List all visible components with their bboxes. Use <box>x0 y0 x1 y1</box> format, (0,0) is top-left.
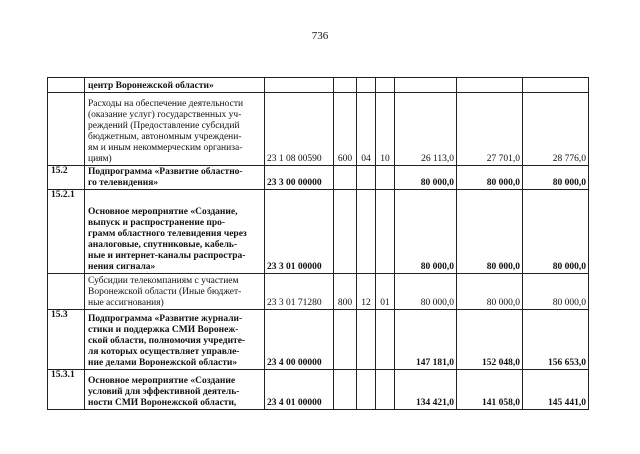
amount-year1-cell: 80 000,0 <box>395 190 457 274</box>
row-name-cell <box>85 310 265 370</box>
amount-year2-cell: 80 000,0 <box>457 274 523 310</box>
amount-year3-cell: 80 000,0 <box>523 190 589 274</box>
row-number-cell: 15.3 <box>48 310 85 370</box>
amount-year3-cell: 145 441,0 <box>523 370 589 410</box>
row-name-line: реждений (Предоставление субсидий <box>88 121 240 131</box>
row-name-line: Основное мероприятие «Создание, <box>88 207 238 217</box>
row-name-line: ные и интернет-каналы распростра- <box>88 251 246 261</box>
amount-year3-cell <box>523 78 589 93</box>
row-name-line: циям) <box>88 154 112 164</box>
section-cell <box>357 78 376 93</box>
row-name-line: (оказание услуг) государственных уч- <box>88 110 242 120</box>
row-name-cell <box>85 190 265 274</box>
amount-year1-cell: 80 000,0 <box>395 274 457 310</box>
section-cell <box>357 166 376 190</box>
row-name-line: выпуск и распространение про- <box>88 218 226 228</box>
table-row <box>48 190 589 274</box>
amount-year2-cell: 80 000,0 <box>457 166 523 190</box>
expense-type-cell <box>334 190 357 274</box>
table-body <box>48 78 589 410</box>
subsection-cell: 01 <box>376 274 395 310</box>
target-code-cell: 23 3 00 00000 <box>265 166 334 190</box>
row-name-cell <box>85 93 265 166</box>
table-row <box>48 370 589 410</box>
section-cell <box>357 370 376 410</box>
section-cell: 04 <box>357 93 376 166</box>
section-cell <box>357 310 376 370</box>
row-name-cell <box>85 78 265 93</box>
row-name-line: го телевидения» <box>88 178 159 188</box>
amount-year2-cell: 141 058,0 <box>457 370 523 410</box>
row-name-cell <box>85 370 265 410</box>
row-name-line: Подпрограмма «Развитие областно- <box>88 167 243 177</box>
amount-year3-cell: 80 000,0 <box>523 166 589 190</box>
target-code-cell: 23 3 01 00000 <box>265 190 334 274</box>
target-code-cell: 23 4 01 00000 <box>265 370 334 410</box>
amount-year3-cell: 156 653,0 <box>523 310 589 370</box>
table-row <box>48 166 589 190</box>
amount-year2-cell: 27 701,0 <box>457 93 523 166</box>
row-name-line: Подпрограмма «Развитие журнали- <box>88 314 243 324</box>
expense-type-cell <box>334 166 357 190</box>
subsection-cell <box>376 370 395 410</box>
row-number-cell: 15.3.1 <box>48 370 85 410</box>
amount-year2-cell: 80 000,0 <box>457 190 523 274</box>
amount-year2-cell <box>457 78 523 93</box>
row-name-line: Воронежской области (Иные бюджет- <box>88 287 242 297</box>
subsection-cell <box>376 310 395 370</box>
row-name-line: ля которых осуществляет управле- <box>88 347 240 357</box>
budget-table <box>47 77 589 410</box>
row-name-line: Основное мероприятие «Создание <box>88 376 236 386</box>
amount-year2-cell: 152 048,0 <box>457 310 523 370</box>
subsection-cell <box>376 78 395 93</box>
row-name-line: аналоговые, спутниковые, кабель- <box>88 240 238 250</box>
row-name-line: грамм областного телевидения через <box>88 229 247 239</box>
expense-type-cell: 600 <box>334 93 357 166</box>
amount-year1-cell: 147 181,0 <box>395 310 457 370</box>
row-name-line: ской области, полномочия учредите- <box>88 336 246 346</box>
row-name-line: стики и поддержка СМИ Воронеж- <box>88 325 239 335</box>
subsection-cell <box>376 190 395 274</box>
row-name-cell <box>85 166 265 190</box>
section-cell: 12 <box>357 274 376 310</box>
amount-year1-cell <box>395 78 457 93</box>
expense-type-cell <box>334 78 357 93</box>
expense-type-cell <box>334 370 357 410</box>
table-row <box>48 274 589 310</box>
row-number-cell <box>48 274 85 310</box>
target-code-cell: 23 4 00 00000 <box>265 310 334 370</box>
amount-year1-cell: 26 113,0 <box>395 93 457 166</box>
row-number-cell: 15.2.1 <box>48 190 85 274</box>
amount-year3-cell: 80 000,0 <box>523 274 589 310</box>
subsection-cell <box>376 166 395 190</box>
row-name-line: центр Воронежской области» <box>88 81 214 91</box>
row-name-line: условий для эффективной деятель- <box>88 387 240 397</box>
amount-year1-cell: 80 000,0 <box>395 166 457 190</box>
expense-type-cell: 800 <box>334 274 357 310</box>
target-code-cell <box>265 78 334 93</box>
row-name-line: ности СМИ Воронежской области, <box>88 398 237 408</box>
row-name-line: бюджетным, автономным учреждени- <box>88 132 242 142</box>
target-code-cell: 23 1 08 00590 <box>265 93 334 166</box>
row-name-cell <box>85 274 265 310</box>
page-number: 736 <box>311 30 329 42</box>
row-number-cell <box>48 93 85 166</box>
subsection-cell: 10 <box>376 93 395 166</box>
table-row <box>48 78 589 93</box>
row-number-cell: 15.2 <box>48 166 85 190</box>
row-name-line: Расходы на обеспечение деятельности <box>88 99 244 109</box>
table-row <box>48 310 589 370</box>
row-name-line: ние делами Воронежской области» <box>88 358 238 368</box>
row-name-line: ные ассигнования) <box>88 298 164 308</box>
row-name-line: ям и иным некоммерческим организа- <box>88 143 243 153</box>
row-name-line: нения сигнала» <box>88 262 156 272</box>
row-name-line: Субсидии телекомпаниям с участием <box>88 276 239 286</box>
expense-type-cell <box>334 310 357 370</box>
section-cell <box>357 190 376 274</box>
amount-year1-cell: 134 421,0 <box>395 370 457 410</box>
amount-year3-cell: 28 776,0 <box>523 93 589 166</box>
row-number-cell <box>48 78 85 93</box>
target-code-cell: 23 3 01 71280 <box>265 274 334 310</box>
table-row <box>48 93 589 166</box>
